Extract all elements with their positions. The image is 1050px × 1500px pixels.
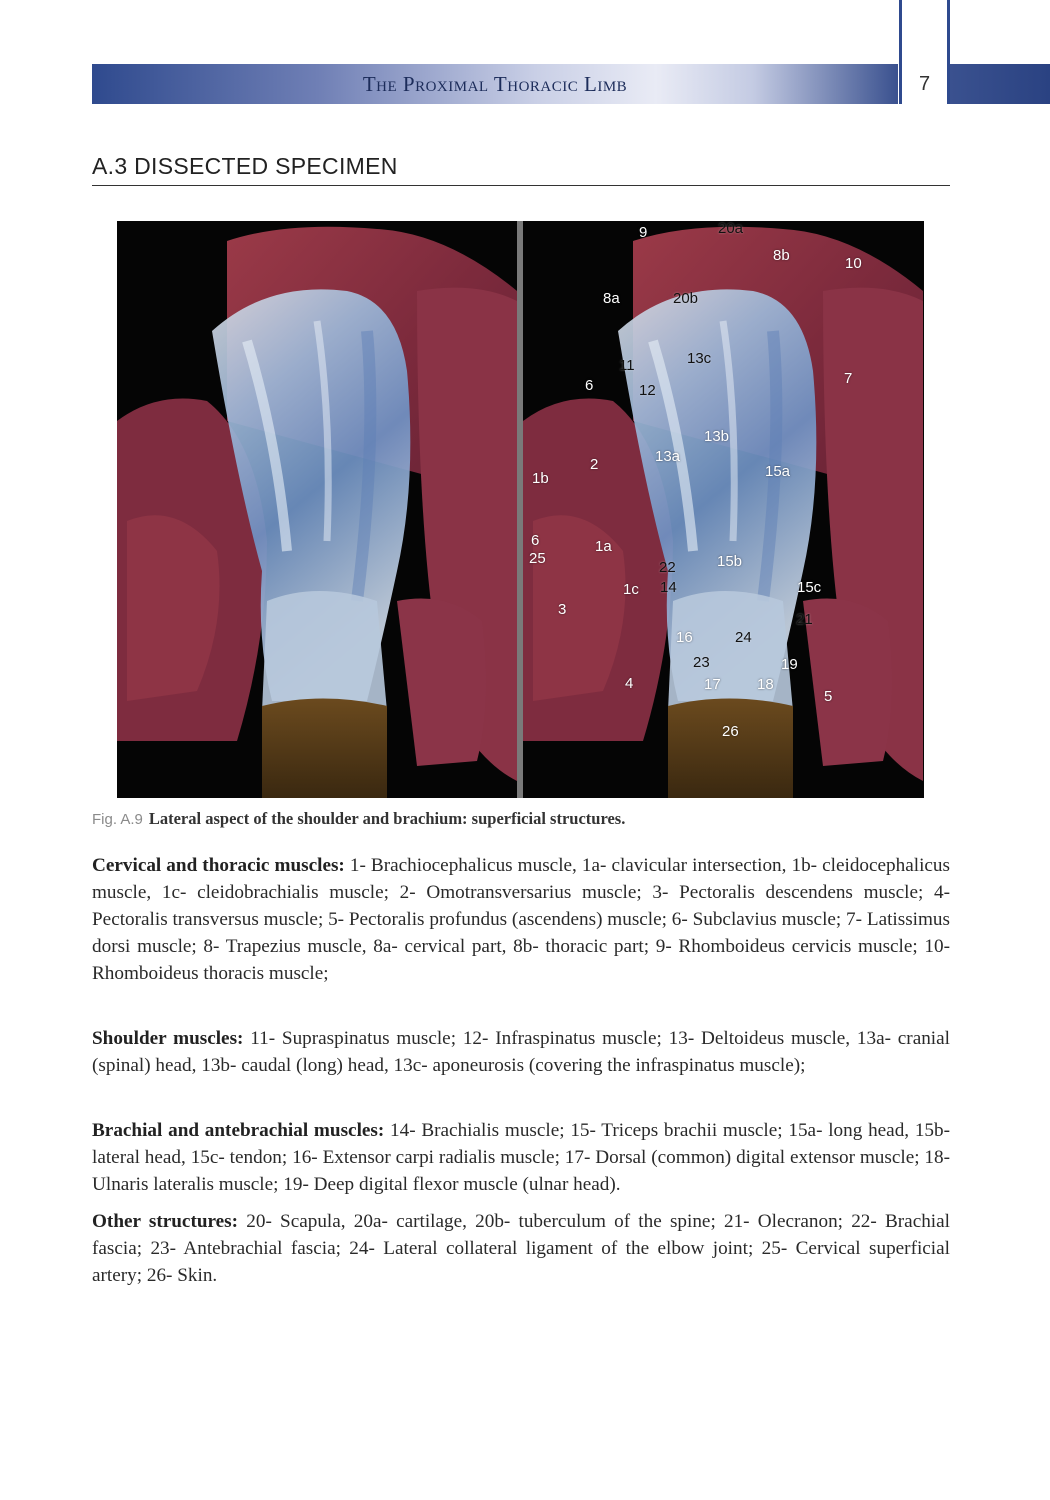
figure-callout-label: 15b bbox=[717, 553, 743, 570]
figure-callout-label: 24 bbox=[735, 629, 752, 646]
legend-heading: Shoulder muscles: bbox=[92, 1028, 244, 1049]
figure-caption-text: Lateral aspect of the shoulder and brachium: superficial structures. bbox=[148, 809, 626, 828]
figure-callout-label: 15c bbox=[797, 579, 822, 596]
figure-callout-label: 12 bbox=[639, 382, 656, 399]
figure-callout-label: 10 bbox=[845, 255, 862, 272]
legend-text: 11- Supraspinatus muscle; 12- Infraspinatus muscle; 13- Deltoideus muscle, 13a- cranial (spinal) head, 13b- caudal (long) head, 13c- aponeurosis (covering the infraspinatus muscle); bbox=[92, 1028, 950, 1076]
legend-text: 20- Scapula, 20a- cartilage, 20b- tuberculum of the spine; 21- Olecranon; 22- Brachial fascia; 23- Antebrachial fascia; 24- Lateral collateral ligament of the elbow joint; 25- Cervical superficial artery; 26- Skin. bbox=[92, 1211, 950, 1286]
figure-callout-label: 7 bbox=[844, 370, 853, 387]
figure-callout-label: 8a bbox=[603, 290, 620, 307]
figure-callout-label: 14 bbox=[660, 579, 677, 596]
figure-callout-label: 13b bbox=[704, 428, 730, 445]
running-title: The Proximal Thoracic Limb bbox=[362, 72, 628, 96]
figure-callout-label: 6 bbox=[585, 377, 594, 394]
figure-callout-label: 4 bbox=[625, 675, 634, 692]
figure-callout-label: 17 bbox=[704, 676, 721, 693]
figure-callout-label: 8b bbox=[773, 247, 790, 264]
figure-callout-label: 20b bbox=[673, 290, 699, 307]
figure-callout-label: 6 bbox=[531, 532, 540, 549]
specimen-photographs bbox=[117, 221, 924, 798]
legend-heading: Cervical and thoracic muscles: bbox=[92, 855, 345, 876]
section-rule bbox=[92, 185, 950, 186]
figure-callout-label: 22 bbox=[659, 559, 676, 576]
figure-callout-label: 25 bbox=[529, 550, 546, 567]
figure-number: Fig. A.9 bbox=[92, 811, 143, 828]
figure-callout-label: 16 bbox=[676, 629, 693, 646]
legend-paragraph-other bbox=[92, 1208, 950, 1289]
header-band-right bbox=[950, 64, 1050, 104]
figure-callout-label: 11 bbox=[619, 357, 635, 374]
figure-callout-label: 2 bbox=[590, 456, 599, 473]
figure-callout-label: 13a bbox=[655, 448, 681, 465]
figure-callout-label: 9 bbox=[639, 224, 648, 241]
dissection-figure bbox=[117, 221, 924, 798]
legend-paragraph-brachial bbox=[92, 1117, 950, 1198]
figure-callout-label: 5 bbox=[824, 688, 833, 705]
figure-callout-label: 19 bbox=[781, 656, 798, 673]
legend-paragraph-shoulder bbox=[92, 1025, 950, 1079]
figure-callout-label: 1c bbox=[623, 581, 639, 598]
legend-heading: Other structures: bbox=[92, 1211, 239, 1232]
section-heading: A.3 DISSECTED SPECIMEN bbox=[92, 153, 398, 179]
figure-callout-label: 1b bbox=[532, 470, 549, 487]
figure-callout-label: 21 bbox=[796, 611, 813, 628]
figure-callout-label: 1a bbox=[595, 538, 612, 555]
legend-heading: Brachial and antebrachial muscles: bbox=[92, 1120, 385, 1141]
figure-callout-label: 15a bbox=[765, 463, 791, 480]
figure-callout-label: 18 bbox=[757, 676, 774, 693]
figure-callout-label: 13c bbox=[687, 350, 712, 367]
page-number: 7 bbox=[918, 73, 931, 95]
figure-callout-label: 26 bbox=[722, 723, 739, 740]
figure-caption bbox=[92, 809, 950, 829]
figure-divider bbox=[517, 221, 523, 798]
legend-text: 1- Brachiocephalicus muscle, 1a- clavicular intersection, 1b- cleidocephalicus muscle, 1c- cleidobrachialis muscle; 2- Omotransversarius muscle; 3- Pectoralis descendens muscle; 4- Pectoralis transversus muscle; 5- Pectoralis profundus (ascendens) muscle; 6- Subclavius muscle; 7- Latissimus dorsi muscle; 8- Trapezius muscle, 8a- cervical part, 8b- thoracic part; 9- Rhomboideus cervicis muscle; 10- Rhomboideus thoracis muscle; bbox=[92, 855, 950, 984]
legend-text: 14- Brachialis muscle; 15- Triceps brachii muscle; 15a- long head, 15b- lateral head, 15c- tendon; 16- Extensor carpi radialis muscle; 17- Dorsal (common) digital extensor muscle; 18- Ulnaris lateralis muscle; 19- Deep digital flexor muscle (ulnar head). bbox=[92, 1120, 951, 1195]
legend-paragraph-cervical-thoracic bbox=[92, 852, 950, 987]
figure-callout-label: 20a bbox=[718, 221, 744, 237]
figure-callout-label: 3 bbox=[558, 601, 567, 618]
figure-callout-label: 23 bbox=[693, 654, 710, 671]
